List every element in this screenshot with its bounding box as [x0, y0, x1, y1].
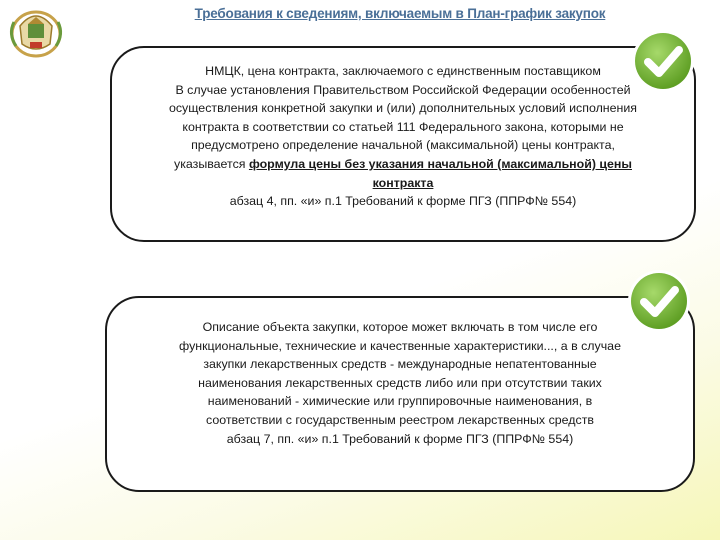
- card-body-text: [107, 318, 693, 448]
- slide-title: Требования к сведениям, включаемым в План-график закупок: [194, 6, 606, 21]
- info-card-description: [105, 296, 695, 492]
- text-line: контракта в соответствии со статьей 111 Федерального закона, которыми не: [182, 119, 624, 134]
- card-body-text: [112, 62, 694, 211]
- text-line: предусмотрено определение начальной (максимальной) цены контракта,: [191, 138, 615, 153]
- text-line: соответствии с государственным реестром лекарственных средств: [206, 412, 594, 427]
- reference-line: абзац 4, пп. «и» п.1 Требований к форме ПГЗ (ППРФ№ 554): [229, 194, 577, 209]
- coat-of-arms-icon: [6, 4, 66, 60]
- green-checkmark-icon: [626, 268, 692, 334]
- price-formula-link: формула цены без указания начальной (максимальной) цены: [248, 156, 632, 171]
- info-card-price: [110, 46, 696, 242]
- text-line: В случае установления Правительством Российской Федерации особенностей: [175, 82, 631, 97]
- text-line: [120, 174, 686, 193]
- text-line: наименования лекарственных средств либо или при отсутствии таких: [198, 375, 602, 390]
- text-prefix: указывается: [174, 156, 249, 171]
- text-line: НМЦК, цена контракта, заключаемого с единственным поставщиком: [205, 64, 601, 78]
- reference-line: абзац 7, пп. «и» п.1 Требований к форме ПГЗ (ППРФ№ 554): [226, 431, 574, 446]
- text-line: функциональные, технические и качественные характеристики..., а в случае: [179, 338, 621, 353]
- text-line: осуществления конкретной закупки и (или) дополнительных условий исполнения: [168, 101, 638, 116]
- text-line: Описание объекта закупки, которое может включать в том числе его: [202, 320, 598, 334]
- text-line: наименований - химические или группировочные наименования, в: [207, 394, 593, 409]
- text-line: закупки лекарственных средств - международные непатентованные: [203, 357, 597, 372]
- text-line: [120, 155, 686, 174]
- price-formula-link-end: контракта: [372, 175, 434, 190]
- green-checkmark-icon: [630, 28, 696, 94]
